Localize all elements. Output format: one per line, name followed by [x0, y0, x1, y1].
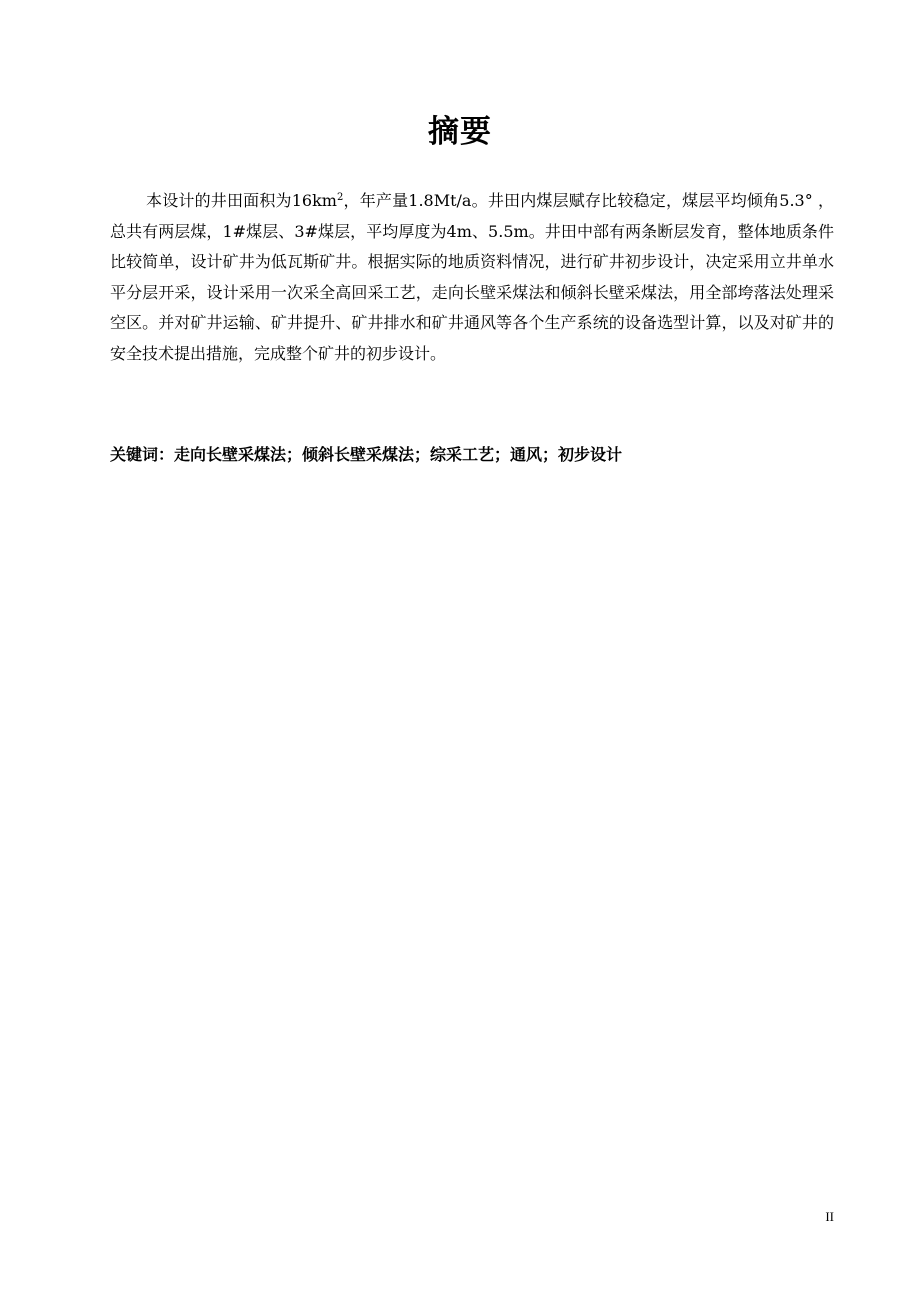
abstract-text-rest: ，年产量1.8Mt/a。井田内煤层赋存比较稳定，煤层平均倾角5.3° ，总共有两层煤，1#煤层、3#煤层，平均厚度为4m、5.5m。井田中部有两条断层发育，整体地质条件比较简单，设计矿井为低瓦斯矿井。根据实际的地质资料情况，进行矿井初步设计，决定采用立井单水平分层开采，设计采用一次采全高回采工艺，走向长壁采煤法和倾斜长壁采煤法，用全部垮落法处理采空区。并对矿井运输、矿井提升、矿井排水和矿井通风等各个生产系统的设备选型计算，以及对矿井的安全技术提出措施，完成整个矿井的初步设计。: [110, 191, 834, 363]
abstract-paragraph: [110, 186, 834, 369]
keywords-line: 关键词：走向长壁采煤法；倾斜长壁采煤法；综采工艺；通风；初步设计: [110, 445, 623, 464]
page-number: II: [825, 1209, 834, 1224]
abstract-text-start: 本设计的井田面积为16km: [146, 191, 337, 210]
page-title: 摘要: [428, 114, 492, 150]
superscript-exponent: 2: [336, 192, 344, 203]
